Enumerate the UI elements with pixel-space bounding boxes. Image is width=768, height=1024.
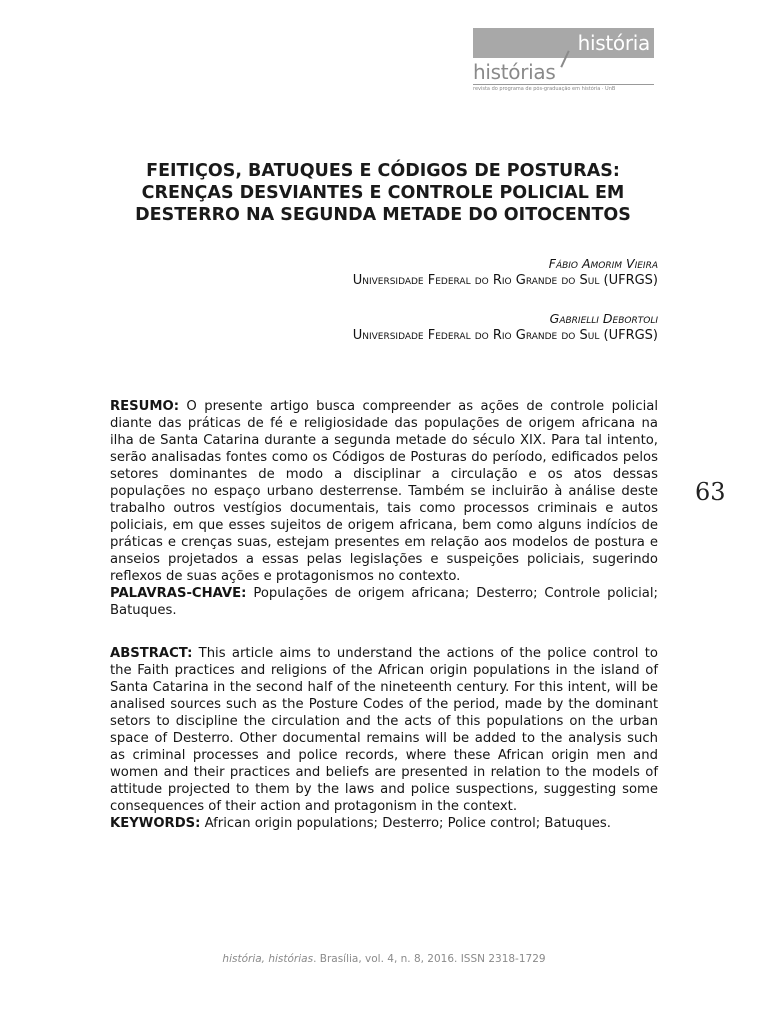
- logo-bottom-word: histórias: [473, 60, 556, 84]
- author-block: [353, 255, 658, 289]
- abstract-paragraph: [110, 646, 658, 814]
- logo-subtitle: revista do programa de pós-graduação em história · UnB: [473, 86, 616, 92]
- abstract-text: This article aims to understand the actions of the police control to the Faith practices and religions of the African origin populations in the island of Santa Catarina in the second half of the nineteenth century. For this intent, will be analised sources such as the Posture Codes of the period, made by the dominant setors to discipline the circulation and the acts of this populations on the urban space of Desterro. Other documental remains will be added to the analysis such as criminal processes and police records, where these African origin men and women and their practices and beliefs are presented in relation to the models of attitude projected to them by the laws and police suspections, suggesting some consequences of their action and protagonism in the context.: [110, 646, 658, 814]
- author-name: Gabrielli Debortoli: [549, 311, 658, 326]
- logo-top-word: história: [577, 31, 650, 55]
- author-block: [353, 310, 658, 344]
- author-name: Fábio Amorim Vieira: [548, 256, 658, 271]
- abstract-label: ABSTRACT:: [110, 646, 193, 661]
- keywords: [110, 816, 611, 831]
- author-affiliation: Universidade Federal do Rio Grande do Sul (UFRGS): [352, 328, 658, 343]
- footer-citation: . Brasília, vol. 4, n. 8, 2016. ISSN 2318-1729: [313, 953, 546, 965]
- title-line: FEITIÇOS, BATUQUES E CÓDIGOS DE POSTURAS:: [146, 161, 620, 181]
- resumo-label: RESUMO:: [110, 399, 179, 414]
- resumo-text: O presente artigo busca compreender as ações de controle policial diante das práticas de fé e religiosidade das populações de origem africana na ilha de Santa Catarina durante a segunda metade do século XIX. Para tal intento, serão analisadas fontes como os Códigos de Posturas do período, edificados pelos setores dominantes de modo a disciplinar a circulação e os atos dessas populações no espaço urbano desterrense. Também se incluirão à análise deste trabalho outros vestígios documentais, tais como processos criminais e autos policiais, em que esses sujeitos de origem africana, bem como alguns indícios de práticas e crenças suas, estejam presentes em relação aos modelos de postura e anseios projetados a essas pelas legislações e suspeições policiais, sugerindo reflexos de suas ações e protagonismos no contexto.: [110, 399, 658, 584]
- title-line: DESTERRO NA SEGUNDA METADE DO OITOCENTOS: [135, 205, 631, 225]
- resumo-section: [110, 398, 658, 619]
- resumo-paragraph: [110, 399, 658, 584]
- page-footer: [0, 953, 768, 965]
- logo-top-band: [473, 28, 654, 58]
- keywords-label: KEYWORDS:: [110, 816, 201, 831]
- journal-logo: [473, 28, 654, 98]
- keywords-text: African origin populations; Desterro; Police control; Batuques.: [200, 816, 611, 831]
- title-line: CRENÇAS DESVIANTES E CONTROLE POLICIAL EM: [141, 183, 625, 203]
- palavras-chave-label: PALAVRAS-CHAVE:: [110, 586, 247, 601]
- palavras-chave-text: Populações de origem africana; Desterro; Controle policial; Batuques.: [110, 586, 658, 618]
- palavras-chave: [110, 586, 658, 618]
- article-title: [108, 160, 658, 226]
- footer-journal: história, histórias: [222, 953, 314, 965]
- page-number: 63: [695, 478, 726, 506]
- author-affiliation: Universidade Federal do Rio Grande do Sul (UFRGS): [352, 273, 658, 288]
- abstract-section: [110, 645, 658, 832]
